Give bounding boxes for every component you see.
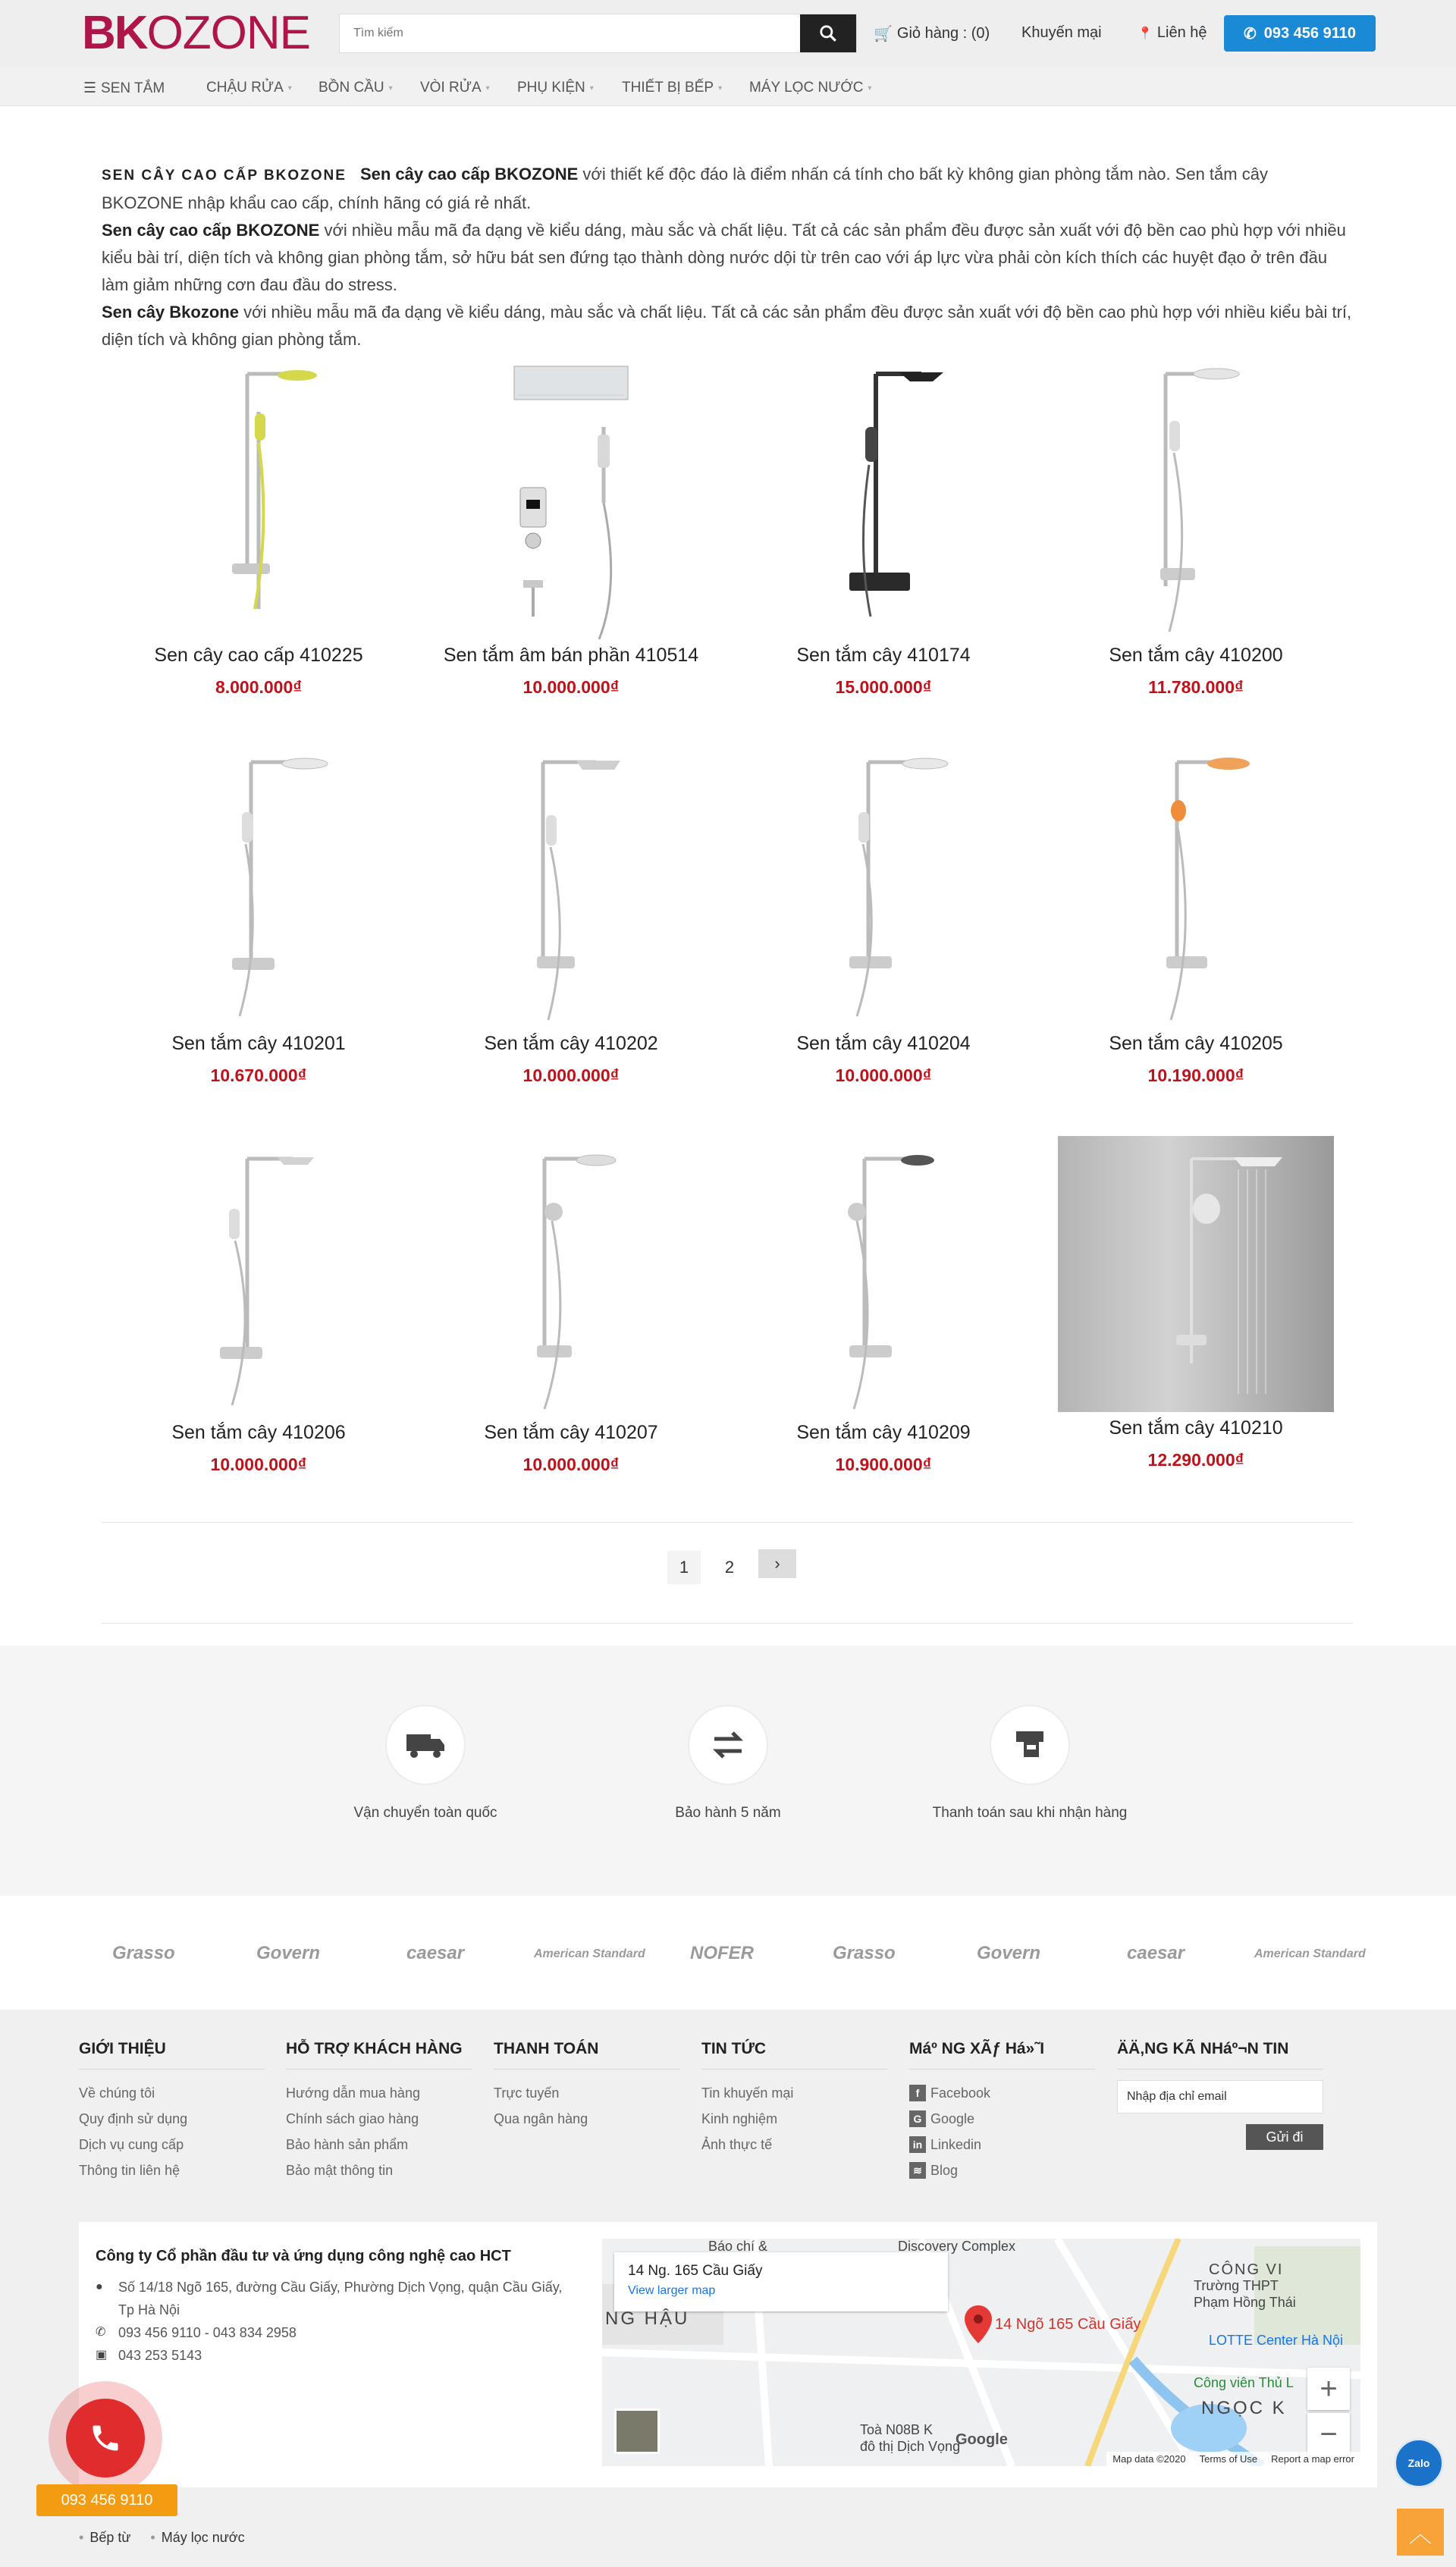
intro-text: với nhiều mẫu mã đa dạng về kiểu dáng, màu sắc và chất liệu. Tất cả các sản phẩm đều được sản xuất với độ bền cao phù hợp với nhiều kiểu bài trí, diện tích và không gian phòng tắm.	[102, 303, 1352, 349]
brand-logo[interactable]: American Standard	[1254, 1947, 1366, 1960]
phone-text: 093 456 9110 - 043 834 2958	[118, 2325, 297, 2340]
product-image[interactable]	[1058, 1136, 1334, 1412]
zoom-out-button[interactable]: −	[1307, 2413, 1350, 2456]
brand-logo[interactable]: Govern	[977, 1943, 1041, 1963]
product-price: 10.000.000₫	[835, 1065, 932, 1085]
product-name[interactable]: Sen tắm cây 410207	[484, 1422, 658, 1443]
cart-label: Giỏ hàng : (0)	[896, 25, 990, 42]
product-image[interactable]	[743, 1136, 1024, 1417]
product-card[interactable]	[118, 1136, 399, 1475]
brand-logo[interactable]: caesar	[406, 1943, 465, 1963]
brand-logo[interactable]: caesar	[1127, 1943, 1185, 1963]
product-card[interactable]	[118, 747, 399, 1086]
map-label: Trường THPT	[1194, 2278, 1279, 2293]
map-place-title: 14 Ng. 165 Cầu Giấy	[628, 2263, 763, 2279]
nav-item-bon-cau[interactable]	[318, 80, 393, 96]
phone-icon	[66, 2399, 145, 2478]
brand-logo[interactable]: American Standard	[534, 1947, 645, 1960]
footer-link[interactable]: Về chúng tôi	[79, 2085, 155, 2101]
product-card[interactable]	[1056, 359, 1336, 698]
category-intro	[102, 161, 1353, 353]
search-button[interactable]	[800, 14, 856, 52]
nav-label: MÁY LỌC NƯỚC	[749, 80, 864, 96]
page-2-button[interactable]: 2	[724, 1558, 735, 1577]
services-section	[0, 1646, 1456, 1896]
brand-logo[interactable]: Govern	[256, 1943, 321, 1963]
facebook-link[interactable]	[909, 2080, 1095, 2106]
company-address	[96, 2276, 581, 2321]
map-label: đô thị Dịch Vọng	[860, 2439, 961, 2454]
nav-item-voi-rua[interactable]	[420, 80, 490, 96]
map-label: NGỌC K	[1201, 2398, 1287, 2418]
product-card[interactable]	[431, 359, 711, 698]
call-number-badge[interactable]: 093 456 9110	[36, 2484, 177, 2516]
product-price: 11.780.000₫	[1148, 677, 1244, 697]
product-name[interactable]: Sen tắm cây 410206	[171, 1422, 346, 1443]
map-pin[interactable]	[965, 2305, 1141, 2343]
map-label: Phạm Hồng Thái	[1194, 2295, 1296, 2310]
payment-icon	[990, 1705, 1070, 1785]
cart-link[interactable]	[874, 24, 990, 43]
google-link[interactable]	[909, 2106, 1095, 2132]
product-card[interactable]	[1056, 747, 1336, 1086]
social-label: Linkedin	[930, 2137, 982, 2152]
product-price: 10.000.000₫	[210, 1455, 307, 1474]
linkedin-icon: in	[909, 2136, 926, 2153]
product-image[interactable]	[743, 747, 1024, 1028]
footer-col-payment	[494, 2040, 679, 2132]
product-image[interactable]	[1056, 747, 1336, 1028]
footer-heading: TIN TỨC	[701, 2040, 887, 2070]
footer-heading: ÄÄ‚NG KÃ NHáº¬N TIN	[1117, 2040, 1323, 2070]
product-name[interactable]: Sen tắm cây 410210	[1109, 1417, 1283, 1439]
fax-icon: ▣	[96, 2349, 108, 2361]
map-label: Báo chí &	[708, 2239, 768, 2254]
product-name[interactable]: Sen tắm cây 410201	[171, 1033, 346, 1054]
product-name[interactable]: Sen tắm cây 410204	[796, 1033, 971, 1054]
pagination	[667, 1551, 796, 1584]
map-footer	[1106, 2452, 1360, 2466]
search-box	[339, 14, 857, 53]
product-price: 10.900.000₫	[835, 1455, 932, 1474]
satellite-toggle[interactable]	[614, 2409, 660, 2454]
nav-item-sen-tam[interactable]	[83, 80, 165, 97]
social-label: Google	[930, 2111, 975, 2126]
nav-item-may-loc-nuoc[interactable]	[749, 80, 871, 96]
product-image[interactable]	[118, 1136, 399, 1417]
footer-link[interactable]: Kinh nghiệm	[701, 2111, 778, 2126]
product-name[interactable]: Sen tắm cây 410209	[796, 1422, 971, 1443]
chevron-down-icon: ▾	[388, 83, 393, 93]
company-name: Công ty Cổ phần đầu tư và ứng dụng công nghệ cao HCT	[96, 2248, 511, 2264]
back-to-top-button[interactable]	[1397, 2509, 1444, 2556]
service-label: Vận chuyển toàn quốc	[353, 1805, 497, 1821]
footer-link[interactable]: Tin khuyến mại	[701, 2085, 794, 2101]
brand-logo[interactable]: NOFER	[690, 1943, 754, 1963]
product-image[interactable]	[431, 359, 711, 639]
map-report-link[interactable]: Report a map error	[1271, 2453, 1354, 2465]
phone-icon: ✆	[96, 2326, 106, 2339]
facebook-icon: f	[909, 2085, 926, 2101]
chevron-down-icon: ▾	[287, 83, 292, 93]
google-map[interactable]	[602, 2239, 1360, 2466]
product-name[interactable]: Sen tắm cây 410174	[796, 645, 971, 666]
cart-icon: 🛒	[874, 26, 893, 42]
nav-item-thiet-bi-bep[interactable]	[622, 80, 722, 96]
product-card[interactable]	[743, 747, 1024, 1086]
divider	[102, 1623, 1353, 1624]
product-price: 15.000.000₫	[835, 677, 932, 697]
menu-icon: ☰	[83, 80, 97, 96]
contact-label: Liên hệ	[1156, 24, 1207, 41]
footer-col-newsletter	[1117, 2040, 1323, 2150]
intro-text: với thiết kế độc đáo là điểm nhấn cá tính cho bất kỳ không gian phòng tắm nào. Sen tắm cây BKOZONE nhập khẩu cao cấp, chính hãng có giá rẻ nhất.	[102, 165, 1268, 212]
chevron-down-icon: ▾	[718, 83, 723, 93]
intro-text: với nhiều mẫu mã đa dạng về kiểu dáng, màu sắc và chất liệu. Tất cả các sản phẩm đều được sản xuất với độ bền cao phù hợp với nhiều kiểu bài trí, diện tích và không gian phòng tắm, sở hữu bát sen đứng tạo thành dòng nước dội từ trên cao với áp lực vừa phải còn kích thích các huyệt đạo ở trên đầu làm giảm những cơn đau đầu do stress.	[102, 221, 1346, 294]
product-card[interactable]	[431, 747, 711, 1086]
product-name[interactable]: Sen cây cao cấp 410225	[154, 645, 363, 666]
service-label: Bảo hành 5 năm	[675, 1805, 781, 1821]
footer-link[interactable]: Hướng dẫn mua hàng	[286, 2085, 420, 2101]
contact-link[interactable]	[1138, 24, 1207, 42]
main-nav	[0, 67, 1456, 106]
product-price: 10.000.000₫	[522, 1455, 620, 1474]
service-warranty	[569, 1705, 887, 1822]
company-phone	[96, 2321, 581, 2344]
product-image[interactable]	[1056, 359, 1336, 639]
brand-logo[interactable]: Grasso	[112, 1943, 175, 1963]
nav-label: VÒI RỬA	[420, 80, 482, 96]
nav-label: BỒN CẦU	[318, 80, 384, 96]
map-marker-icon: ●	[96, 2280, 103, 2293]
brand-strip	[0, 1896, 1456, 2010]
product-name[interactable]: Sen tắm cây 410202	[484, 1033, 658, 1054]
map-label: Discovery Complex	[898, 2239, 1016, 2254]
footer-link[interactable]: Qua ngân hàng	[494, 2111, 588, 2126]
map-label: CÔNG VI	[1209, 2261, 1284, 2278]
nav-item-chau-rua[interactable]	[206, 80, 292, 96]
footer-heading: GIỚI THIỆU	[79, 2040, 265, 2070]
exchange-icon	[688, 1705, 768, 1785]
view-larger-map-link[interactable]: View larger map	[628, 2284, 716, 2297]
intro-bold: Sen cây cao cấp BKOZONE	[359, 165, 579, 184]
promo-label: Khuyến mại	[1021, 24, 1102, 41]
bottom-link[interactable]: • Máy lọc nước	[150, 2530, 244, 2546]
nav-label: SEN TẮM	[101, 80, 165, 96]
service-shipping	[266, 1705, 585, 1822]
top-header	[0, 0, 1456, 67]
product-card[interactable]	[118, 359, 399, 698]
social-label: Blog	[930, 2163, 959, 2178]
nav-label: THIẾT BỊ BẾP	[622, 80, 714, 96]
map-label: Công viên Thủ L	[1194, 2375, 1294, 2390]
product-image[interactable]	[431, 1136, 711, 1417]
footer-link[interactable]: Ảnh thực tế	[701, 2137, 773, 2152]
truck-icon	[385, 1705, 466, 1785]
company-info	[96, 2248, 581, 2367]
product-image[interactable]	[118, 747, 399, 1028]
footer-link[interactable]: Chính sách giao hàng	[286, 2111, 419, 2126]
product-price: 12.290.000₫	[1147, 1450, 1244, 1470]
map-info-card	[614, 2252, 948, 2311]
search-input[interactable]	[340, 14, 800, 52]
blog-link[interactable]	[909, 2157, 1095, 2183]
chevron-down-icon: ▾	[485, 83, 490, 93]
product-image[interactable]	[118, 359, 399, 639]
rss-icon: ≋	[909, 2162, 926, 2179]
nav-item-phu-kien[interactable]	[517, 80, 594, 96]
zalo-chat-button[interactable]: Zalo	[1394, 2438, 1444, 2488]
product-name[interactable]: Sen tắm cây 410200	[1109, 645, 1283, 666]
map-pin-icon	[965, 2305, 992, 2343]
divider	[102, 1522, 1353, 1523]
phone-icon: ✆	[1243, 25, 1257, 42]
send-button[interactable]: Gửi đi	[1246, 2124, 1323, 2150]
service-label: Thanh toán sau khi nhận hàng	[932, 1805, 1128, 1821]
product-card[interactable]	[743, 1136, 1024, 1475]
product-price: 8.000.000₫	[215, 677, 303, 697]
chevron-up-icon: ︿	[1409, 2522, 1432, 2547]
intro-bold: Sen cây cao cấp BKOZONE	[102, 221, 320, 240]
footer-link[interactable]: Bảo mật thông tin	[286, 2163, 394, 2178]
footer-link[interactable]: Thông tin liên hệ	[79, 2163, 180, 2178]
map-label: LOTTE Center Hà Nội	[1209, 2333, 1344, 2348]
social-label: Facebook	[930, 2085, 991, 2101]
next-page-button[interactable]: ›	[758, 1549, 796, 1578]
map-label: NG HẬU	[605, 2308, 690, 2329]
page-1-button[interactable]: 1	[667, 1551, 701, 1584]
promo-link[interactable]	[1021, 24, 1102, 42]
product-card[interactable]	[431, 1136, 711, 1475]
product-name[interactable]: Sen tắm cây 410205	[1109, 1033, 1283, 1054]
footer-heading: Máº NG XÃƒ Há»˜I	[909, 2040, 1095, 2070]
bottom-link[interactable]: • Bếp từ	[79, 2530, 130, 2546]
hotline-button[interactable]	[1224, 15, 1376, 52]
footer-link[interactable]: Quy định sử dụng	[79, 2111, 188, 2126]
map-data-text: Map data ©2020	[1112, 2453, 1186, 2465]
map-label: Toà N08B K	[860, 2422, 934, 2437]
product-price: 10.000.000₫	[522, 677, 620, 697]
footer-col-news	[701, 2040, 887, 2157]
product-price: 10.670.000₫	[210, 1065, 307, 1085]
bottom-links	[79, 2530, 245, 2546]
fax-text: 043 253 5143	[118, 2348, 202, 2363]
footer-heading: HỖ TRỢ KHÁCH HÀNG	[286, 2040, 472, 2070]
footer-link[interactable]: Bảo hành sản phẩm	[286, 2137, 409, 2152]
nav-label: PHỤ KIỆN	[517, 80, 585, 96]
email-field[interactable]: Nhập địa chỉ email	[1117, 2080, 1323, 2114]
product-image[interactable]	[743, 359, 1024, 639]
footer-link[interactable]: Trực tuyến	[494, 2085, 560, 2101]
product-image[interactable]	[431, 747, 711, 1028]
product-name[interactable]: Sen tắm âm bán phần 410514	[443, 645, 699, 666]
category-title: SEN CÂY CAO CẤP BKOZONE	[102, 168, 347, 184]
brand-logo[interactable]: Grasso	[833, 1943, 896, 1963]
product-price: 10.000.000₫	[522, 1065, 620, 1085]
linkedin-link[interactable]	[909, 2132, 1095, 2157]
address-text: Số 14/18 Ngõ 165, đường Cầu Giấy, Phường Dịch Vọng, quận Cầu Giấy, Tp Hà Nội	[118, 2280, 563, 2318]
map-marker-icon: 📍	[1138, 27, 1153, 40]
intro-bold: Sen cây Bkozone	[102, 303, 239, 322]
footer-col-about	[79, 2040, 265, 2183]
zoom-in-button[interactable]: +	[1307, 2368, 1350, 2410]
footer-heading: THANH TOÁN	[494, 2040, 679, 2070]
product-card[interactable]	[1056, 1136, 1336, 1470]
nav-label: CHẬU RỬA	[206, 80, 284, 96]
google-icon: G	[909, 2110, 926, 2127]
footer-link[interactable]: Dịch vụ cung cấp	[79, 2137, 184, 2152]
footer-col-social	[909, 2040, 1095, 2183]
company-fax	[96, 2344, 581, 2367]
call-now-button[interactable]	[49, 2381, 162, 2495]
service-cod	[871, 1705, 1189, 1822]
map-pin-label: 14 Ngõ 165 Cầu Giấy	[995, 2315, 1141, 2333]
product-price: 10.190.000₫	[1147, 1065, 1244, 1085]
chevron-down-icon: ▾	[589, 83, 594, 93]
hotline-label: 093 456 9110	[1263, 24, 1356, 42]
map-terms-link[interactable]: Terms of Use	[1199, 2453, 1258, 2465]
google-logo: Google	[956, 2431, 1008, 2448]
logo[interactable]: BK OZONE	[82, 6, 311, 59]
chevron-down-icon: ▾	[868, 83, 872, 93]
product-card[interactable]	[743, 359, 1024, 698]
footer-col-support	[286, 2040, 472, 2183]
search-icon	[818, 24, 838, 43]
contact-info-box	[79, 2222, 1377, 2487]
